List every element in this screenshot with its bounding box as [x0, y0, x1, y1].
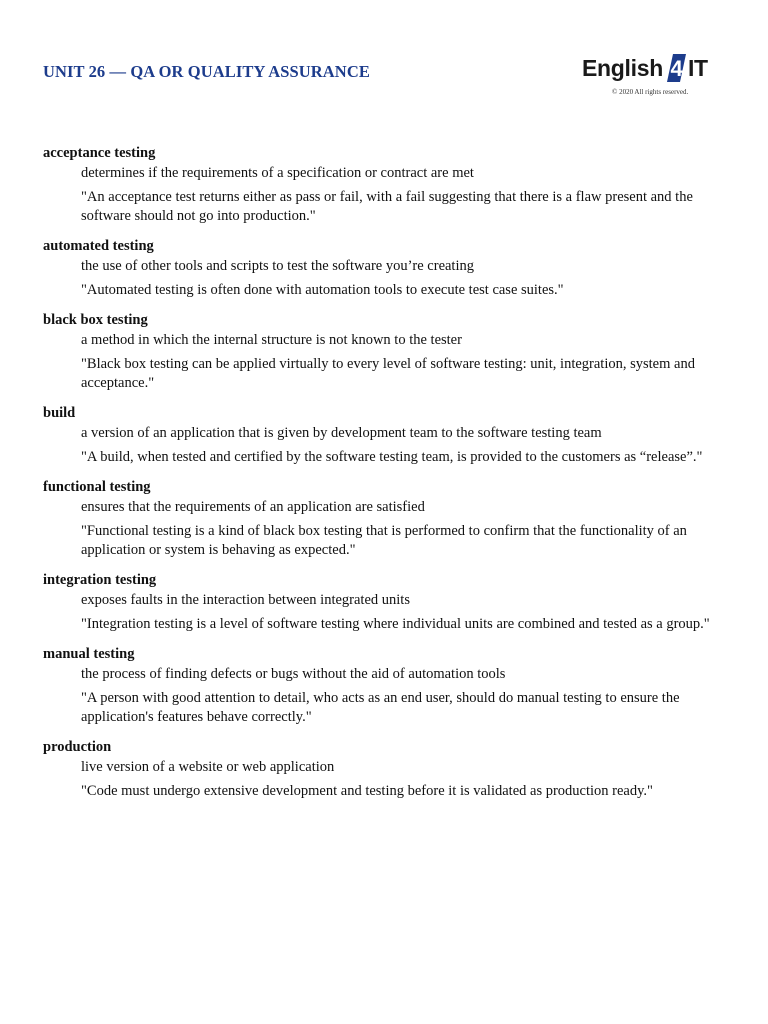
- glossary-term: integration testing: [43, 572, 157, 588]
- glossary-definition: exposes faults in the interaction between integrated units: [81, 592, 410, 608]
- glossary-term: build: [43, 405, 76, 421]
- glossary-example: "Code must undergo extensive development and testing before it is validated as production ready.": [81, 783, 653, 799]
- glossary-example: "A person with good attention to detail, who acts as an end user, should do manual testing to ensure the application's features behave correctly.": [81, 690, 680, 725]
- glossary-entry: [43, 144, 733, 226]
- glossary-definition: live version of a website or web application: [81, 759, 335, 775]
- glossary-entry: [43, 571, 733, 634]
- logo-wordmark: [582, 52, 708, 84]
- copyright-notice: © 2020 All rights reserved.: [612, 88, 689, 96]
- glossary-term: black box testing: [43, 312, 148, 328]
- glossary-term: functional testing: [43, 479, 151, 495]
- glossary-example: "Automated testing is often done with automation tools to execute test case suites.": [81, 282, 564, 298]
- glossary-entry: [43, 237, 733, 300]
- unit-title: UNIT 26 — QA OR QUALITY ASSURANCE: [43, 62, 370, 81]
- glossary-definition: the process of finding defects or bugs without the aid of automation tools: [81, 666, 506, 682]
- glossary-entry: [43, 645, 733, 727]
- glossary-definition: determines if the requirements of a specification or contract are met: [81, 165, 474, 181]
- english4it-logo: [582, 52, 722, 97]
- glossary-definition: ensures that the requirements of an application are satisfied: [81, 499, 425, 515]
- glossary-example: "Black box testing can be applied virtually to every level of software testing: unit, integration, system and acceptance.": [81, 356, 695, 391]
- logo-four-mark-icon: [665, 53, 687, 83]
- glossary-example: "An acceptance test returns either as pass or fail, with a fail suggesting that there is a flaw present and the software should not go into production.": [81, 189, 693, 224]
- glossary-definition: a method in which the internal structure is not known to the tester: [81, 332, 462, 348]
- logo-mark-glyph: 4: [670, 56, 683, 81]
- glossary-term: production: [43, 739, 112, 755]
- glossary-example: "Integration testing is a level of software testing where individual units are combined and tested as a group.": [81, 616, 710, 632]
- glossary-entry: [43, 404, 733, 467]
- glossary-term: automated testing: [43, 238, 154, 254]
- glossary-definition: the use of other tools and scripts to test the software you’re creating: [81, 258, 474, 274]
- glossary-entry: [43, 738, 733, 801]
- glossary-entry: [43, 311, 733, 393]
- glossary-definition: a version of an application that is given by development team to the software testing team: [81, 425, 602, 441]
- logo-suffix: IT: [687, 54, 708, 81]
- glossary-example: "Functional testing is a kind of black box testing that is performed to confirm that the functionality of an application or system is behaving as expected.": [81, 523, 687, 558]
- glossary-term: manual testing: [43, 646, 135, 662]
- glossary-list: [43, 144, 733, 812]
- glossary-term: acceptance testing: [43, 145, 156, 161]
- glossary-entry: [43, 478, 733, 560]
- glossary-example: "A build, when tested and certified by the software testing team, is provided to the customers as “release”.": [81, 449, 703, 465]
- logo-prefix: English: [582, 54, 663, 81]
